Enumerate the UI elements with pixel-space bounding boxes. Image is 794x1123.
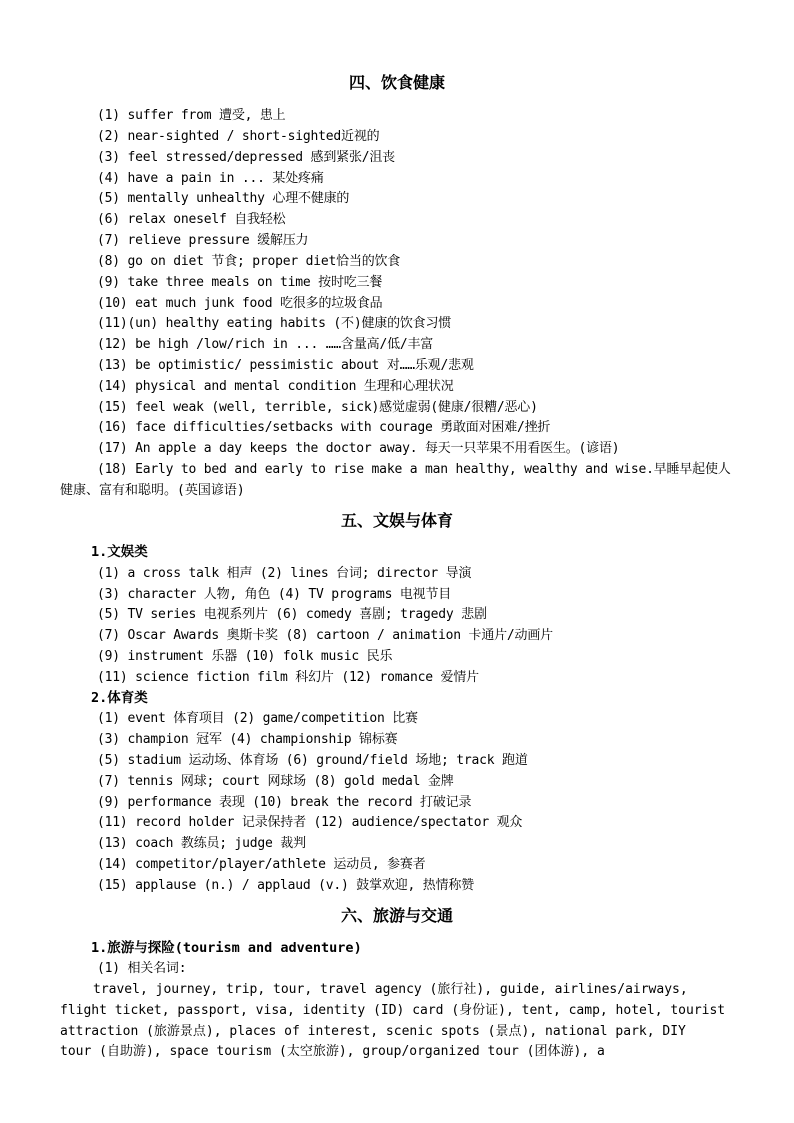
list-item: (8) go on diet 节食; proper diet恰当的饮食 <box>97 254 401 269</box>
list-item: (3) character 人物, 角色 (4) TV programs 电视节目 <box>97 587 452 602</box>
list-item: (5) TV series 电视系列片 (6) comedy 喜剧; tragedy 悲剧 <box>97 607 487 622</box>
list-item: (10) eat much junk food 吃很多的垃圾食品 <box>97 296 383 311</box>
list-item: (18) Early to bed and early to rise make a man healthy, wealthy and wise.早睡早起使人 <box>97 462 731 477</box>
list-item: (17) An apple a day keeps the doctor away. 每天一只苹果不用看医生。(谚语) <box>97 441 620 456</box>
paragraph-line: flight ticket, passport, visa, identity (ID) card (身份证), tent, camp, hotel, tourist <box>60 1003 726 1018</box>
list-item: (15) feel weak (well, terrible, sick)感觉虚弱(健康/很糟/恶心) <box>97 400 538 415</box>
list-item: (12) be high /low/rich in ... ……含量高/低/丰富 <box>97 337 434 352</box>
section-title-entertainment: 五、文娱与体育 <box>340 511 453 530</box>
list-item: (7) tennis 网球; court 网球场 (8) gold medal 金牌 <box>97 774 454 789</box>
paragraph-line: tour (自助游), space tourism (太空旅游), group/organized tour (团体游), a <box>60 1044 605 1059</box>
list-item: (14) competitor/player/athlete 运动员, 参赛者 <box>97 857 426 872</box>
list-item: (3) champion 冠军 (4) championship 锦标赛 <box>97 732 398 747</box>
subsection-title-culture: 1.文娱类 <box>91 544 148 560</box>
list-item: (7) relieve pressure 缓解压力 <box>97 233 309 248</box>
paragraph-line: travel, journey, trip, tour, travel agency (旅行社), guide, airlines/airways, <box>93 982 688 997</box>
list-item: (11) science fiction film 科幻片 (12) romance 爱情片 <box>97 670 479 685</box>
list-item: (9) take three meals on time 按时吃三餐 <box>97 275 383 290</box>
section-title-travel: 六、旅游与交通 <box>340 906 453 925</box>
list-item: (1) a cross talk 相声 (2) lines 台词; director 导演 <box>97 566 472 581</box>
paragraph-line: attraction (旅游景点), places of interest, scenic spots (景点), national park, DIY <box>60 1024 686 1039</box>
list-item: (6) relax oneself 自我轻松 <box>97 212 286 227</box>
list-item: (1) suffer from 遭受, 患上 <box>97 108 286 123</box>
list-item: (5) mentally unhealthy 心理不健康的 <box>97 191 350 206</box>
list-item: (1) event 体育项目 (2) game/competition 比赛 <box>97 711 418 726</box>
section-title-diet: 四、饮食健康 <box>348 73 445 92</box>
list-item: (13) be optimistic/ pessimistic about 对……乐观/悲观 <box>97 358 474 373</box>
list-item: (11) record holder 记录保持者 (12) audience/spectator 观众 <box>97 815 523 830</box>
subsection-title-sports: 2.体育类 <box>91 690 148 706</box>
list-item: (3) feel stressed/depressed 感到紧张/沮丧 <box>97 150 395 165</box>
list-item: (9) performance 表现 (10) break the record 打破记录 <box>97 795 472 810</box>
list-item: (11)(un) healthy eating habits (不)健康的饮食习惯 <box>97 316 452 331</box>
list-item: (16) face difficulties/setbacks with courage 勇敢面对困难/挫折 <box>97 420 551 435</box>
list-item: (14) physical and mental condition 生理和心理状况 <box>97 379 454 394</box>
list-item: (4) have a pain in ... 某处疼痛 <box>97 171 324 186</box>
list-item-continuation: 健康、富有和聪明。(英国谚语) <box>60 483 245 498</box>
list-item: (5) stadium 运动场、体育场 (6) ground/field 场地; track 跑道 <box>97 753 528 768</box>
list-item: (7) Oscar Awards 奥斯卡奖 (8) cartoon / animation 卡通片/动画片 <box>97 628 553 643</box>
subsection-title-tourism: 1.旅游与探险(tourism and adventure) <box>91 940 362 956</box>
list-item: (15) applause (n.) / applaud (v.) 鼓掌欢迎, 热情称赞 <box>97 878 474 893</box>
list-item: (1) 相关名词: <box>97 961 187 976</box>
list-item: (13) coach 教练员; judge 裁判 <box>97 836 306 851</box>
list-item: (2) near-sighted / short-sighted近视的 <box>97 129 380 144</box>
list-item: (9) instrument 乐器 (10) folk music 民乐 <box>97 649 393 664</box>
